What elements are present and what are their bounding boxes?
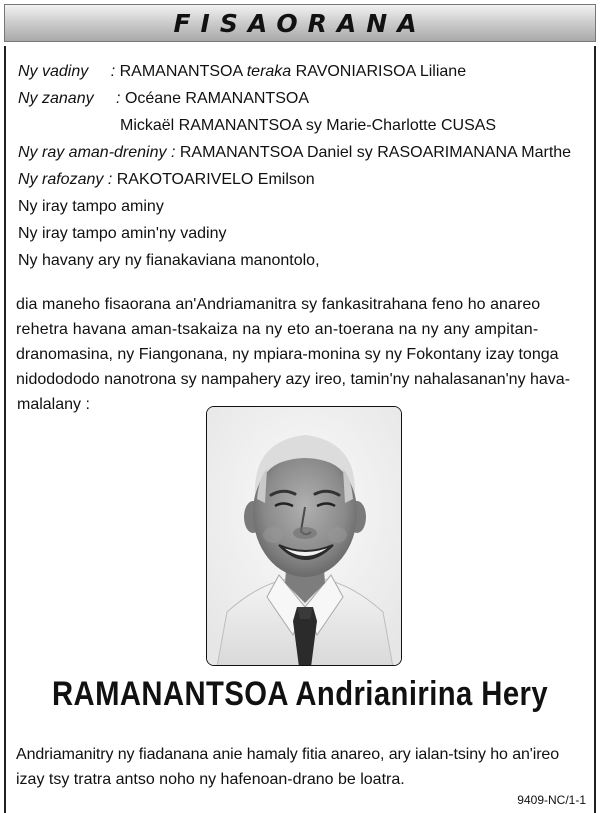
spouse-name-1: RAMANANTSOA <box>119 63 247 80</box>
portrait-image <box>207 407 402 666</box>
family-list <box>18 58 590 274</box>
parents-sep: : <box>166 144 180 161</box>
page-title: FISAORANA <box>173 9 427 38</box>
thanks-line: dia maneho fisaorana an'Andriamanitra sy fankasitrahana feno ho anareo <box>16 296 541 313</box>
siblings-spouse-row: Ny iray tampo amin'ny vadiny <box>18 225 227 242</box>
children-row <box>18 85 590 112</box>
children-line-1: Océane RAMANANTSOA <box>124 90 309 107</box>
thanks-paragraph <box>16 292 588 417</box>
closing-paragraph <box>16 742 588 792</box>
children-label: Ny zanany <box>18 90 94 107</box>
spouse-name-2: RAVONIARISOA Liliane <box>291 63 467 80</box>
reference-code: 9409-NC/1-1 <box>517 793 586 807</box>
thanks-line: dranomasina, ny Fiangonana, ny mpiara-monina sy ny Fokontany izay tonga <box>16 346 559 363</box>
children-row-2 <box>18 112 590 139</box>
parents-row <box>18 139 590 166</box>
deceased-name: RAMANANTSOA Andrianirina Hery <box>51 675 549 713</box>
closing-line-1: Andriamanitry ny fiadanana anie hamaly fitia anareo, ary ialan-tsiny ho an'ireo <box>16 746 560 763</box>
spouse-label: Ny vadiny <box>18 63 89 80</box>
relatives-row: Ny havany ary ny fianakaviana manontolo, <box>18 252 320 269</box>
closing-line-2: izay tsy tratra antso noho ny hafenoan-drano be loatra. <box>16 771 405 788</box>
portrait-photo <box>206 406 402 666</box>
children-sep: : <box>111 90 125 107</box>
thanks-line: malalany : <box>17 396 90 413</box>
spouse-teraka: teraka <box>246 63 292 80</box>
thanks-line: rehetra havana aman-tsakaiza na ny eto an-toerana na ny any ampitan- <box>16 321 539 338</box>
siblings-row: Ny iray tampo aminy <box>18 198 164 215</box>
parents-value: RAMANANTSOA Daniel sy RASOARIMANANA Marthe <box>179 144 572 161</box>
rafozany-row <box>18 166 590 193</box>
rafozany-value: RAKOTOARIVELO Emilson <box>116 171 315 188</box>
header-banner <box>4 4 596 42</box>
spouse-sep: : <box>106 63 120 80</box>
parents-label: Ny ray aman-dreniny <box>18 144 167 161</box>
spouse-row <box>18 58 590 85</box>
rafozany-label: Ny rafozany <box>18 171 104 188</box>
children-line-2: Mickaël RAMANANTSOA sy Marie-Charlotte CUSAS <box>120 117 497 134</box>
thanks-line: nidodododo nanotrona sy nampahery azy ireo, tamin'ny nahalasanan'ny hava- <box>16 371 571 388</box>
rafozany-sep: : <box>103 171 117 188</box>
